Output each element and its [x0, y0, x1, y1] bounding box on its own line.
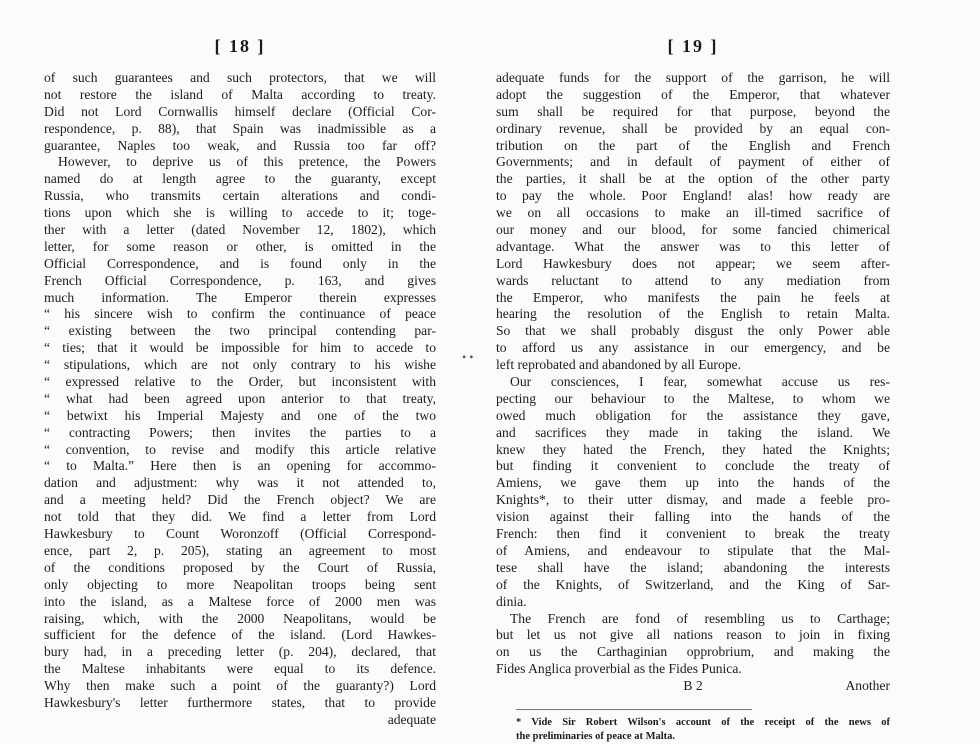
text-line: “ expressed relative to the Order, but inconsistent with	[44, 374, 436, 390]
footnote-rule	[516, 709, 752, 710]
text-line: we on all occasions to make an ill-timed sacrifice of	[496, 205, 890, 221]
text-line: the Maltese inhabitants were equal to its defence.	[44, 661, 436, 677]
text-line: tese shall have the island; abandoning the interests	[496, 559, 890, 575]
text-line: Did not Lord Cornwallis himself declare (Official Cor-	[44, 103, 436, 119]
text-line: Governments; and in default of payment of either of	[496, 154, 890, 170]
text-line: Official Correspondence, and is found only in the	[44, 255, 436, 271]
text-line: Fides Anglica proverbial as the Fides Punica.	[496, 661, 742, 677]
text-line: but finding it convenient to conclude the treaty of	[496, 458, 890, 474]
text-line: However, to deprive us of this pretence, the Powers	[58, 154, 436, 170]
text-line: adopt the suggestion of the Emperor, that whatever	[496, 86, 890, 102]
text-line: “ to Malta.” Here then is an opening for accommo-	[44, 458, 436, 474]
text-line: sum shall be required for that purpose, beyond the	[496, 103, 890, 119]
text-line: pecting our behaviour to the Maltese, to whom we	[496, 390, 890, 406]
text-line: guarantee, Naples too weak, and Russia too far off?	[44, 137, 436, 153]
text-line: Hawkesbury's letter furthermore states, that to provide	[44, 694, 436, 710]
text-line: and a meeting held? Did the French object? We are	[44, 492, 436, 508]
text-line: Why then make such a point of the guaranty?) Lord	[44, 678, 436, 694]
text-line: “ ties; that it would be impossible for him to accede to	[44, 340, 436, 356]
text-line: Knights*, to their utter dismay, and made a feeble pro-	[496, 492, 890, 508]
text-line: our money and our blood, for some fancied chimerical	[496, 222, 890, 238]
text-line: named do at length agree to the guaranty, except	[44, 171, 436, 187]
text-line: into the island, as a Maltese force of 2000 men was	[44, 593, 436, 609]
text-line: of Amiens, and endeavour to stipulate that the Mal-	[496, 542, 890, 558]
text-line: wards reluctant to attend to any mediation from	[496, 272, 890, 288]
gutter-mark: • •	[462, 350, 474, 364]
text-line: sufficient for the defence of the island. (Lord Hawkes-	[44, 627, 436, 643]
text-line: tribution on the part of the English and French	[496, 137, 890, 153]
right-page	[496, 0, 890, 742]
text-line: French Official Correspondence, p. 163, and gives	[44, 272, 436, 288]
text-line: “ stipulations, which are not only contrary to his wishe	[44, 357, 436, 373]
left-page-number: [ 18 ]	[214, 36, 266, 56]
text-line: Hawkesbury to Count Woronzoff (Official Correspond-	[44, 526, 436, 542]
catchword-row	[44, 712, 436, 729]
left-page-body	[44, 70, 436, 729]
text-line: adequate funds for the support of the garrison, he will	[496, 70, 890, 85]
text-line: “ betwixt his Imperial Majesty and one of the two	[44, 407, 436, 423]
text-line: The French are fond of resembling us to Carthage;	[510, 610, 890, 626]
text-line: the Emperor, who manifests the pain he feels at	[496, 289, 890, 305]
text-line: much information. The Emperor therein expresses	[44, 289, 436, 305]
text-line: respondence, p. 88), that Spain was inadmissible as a	[44, 120, 436, 136]
text-line: bury had, in a preceding letter (p. 204), declared, that	[44, 644, 436, 660]
text-line: Lord Hawkesbury does not appear; we seem after-	[496, 255, 890, 271]
text-line: “ existing between the two principal contending par-	[44, 323, 436, 339]
footnote-line: the preliminaries of peace at Malta.	[516, 730, 676, 742]
text-line: owed much obligation for the assistance they gave,	[496, 407, 890, 423]
text-line: letter, for some reason or other, is omitted in the	[44, 238, 436, 254]
text-line: Russia, who transmits certain alterations and condi-	[44, 188, 436, 204]
text-line: only objecting to more Neapolitan troops being sent	[44, 576, 436, 592]
text-line: ther with a letter (dated November 12, 1802), which	[44, 222, 436, 238]
text-line: dation and adjustment: why was it not attended to,	[44, 475, 436, 491]
text-line: “ his sincere wish to confirm the continuance of peace	[44, 306, 436, 322]
text-line: to afford us any assistance in our emergency, and be	[496, 340, 890, 356]
right-page-number: [ 19 ]	[667, 36, 719, 56]
text-line: “ what had been agreed upon anterior to that treaty,	[44, 390, 436, 406]
text-line: hearing the resolution of the English to retain Malta.	[496, 306, 890, 322]
signature-row	[496, 678, 890, 695]
text-line: raising, which, with the 2000 Neapolitans, would be	[44, 610, 436, 626]
text-line: the parties, it shall be at the option of the other party	[496, 171, 890, 187]
text-line: “ convention, to revise and modify this article relative	[44, 441, 436, 457]
text-line: of the Knights, of Switzerland, and the King of Sar-	[496, 576, 890, 592]
catchword: adequate	[387, 711, 436, 727]
text-line: ence, part 2, p. 205), stating an agreement to most	[44, 542, 436, 558]
signature-mark: B 2	[683, 678, 703, 694]
text-line: of the conditions proposed by the Court of Russia,	[44, 559, 436, 575]
text-line: not told that they did. We find a letter from Lord	[44, 509, 436, 525]
text-line: left reprobated and abandoned by all Europe.	[496, 357, 741, 373]
left-page	[44, 0, 436, 727]
footnote	[516, 716, 890, 744]
text-line: Our consciences, I fear, somewhat accuse us res-	[510, 374, 890, 390]
text-line: French: then find it convenient to break the treaty	[496, 526, 890, 542]
catchword: Another	[845, 678, 890, 694]
text-line: dinia.	[496, 593, 527, 609]
text-line: vision against their falling into the hands of the	[496, 509, 890, 525]
text-line: knew they hated the French, they hated the Knights;	[496, 441, 890, 457]
text-line: to pay the whole. Poor England! alas! how ready are	[496, 188, 890, 204]
text-line: advantage. What the answer was to this letter of	[496, 238, 890, 254]
right-page-body	[496, 70, 890, 744]
footnote-line: * Vide Sir Robert Wilson's account of the receipt of the news of	[516, 716, 890, 728]
text-line: ordinary revenue, shall be provided by an equal con-	[496, 120, 890, 136]
text-line: but let us not give all nations reason to join in fixing	[496, 627, 890, 643]
text-line: tions upon which she is willing to accede to it; toge-	[44, 205, 436, 221]
text-line: on us the Carthaginian opprobrium, and making the	[496, 644, 890, 660]
text-line: of such guarantees and such protectors, that we will	[44, 70, 436, 85]
text-line: Amiens, we gave them up into the hands of the	[496, 475, 890, 491]
text-line: not restore the island of Malta according to treaty.	[44, 86, 436, 102]
text-line: “ contracting Powers; then invites the parties to a	[44, 424, 436, 440]
text-line: and sacrifices they made in taking the island. We	[496, 424, 890, 440]
text-line: So that we shall probably disgust the only Power able	[496, 323, 890, 339]
